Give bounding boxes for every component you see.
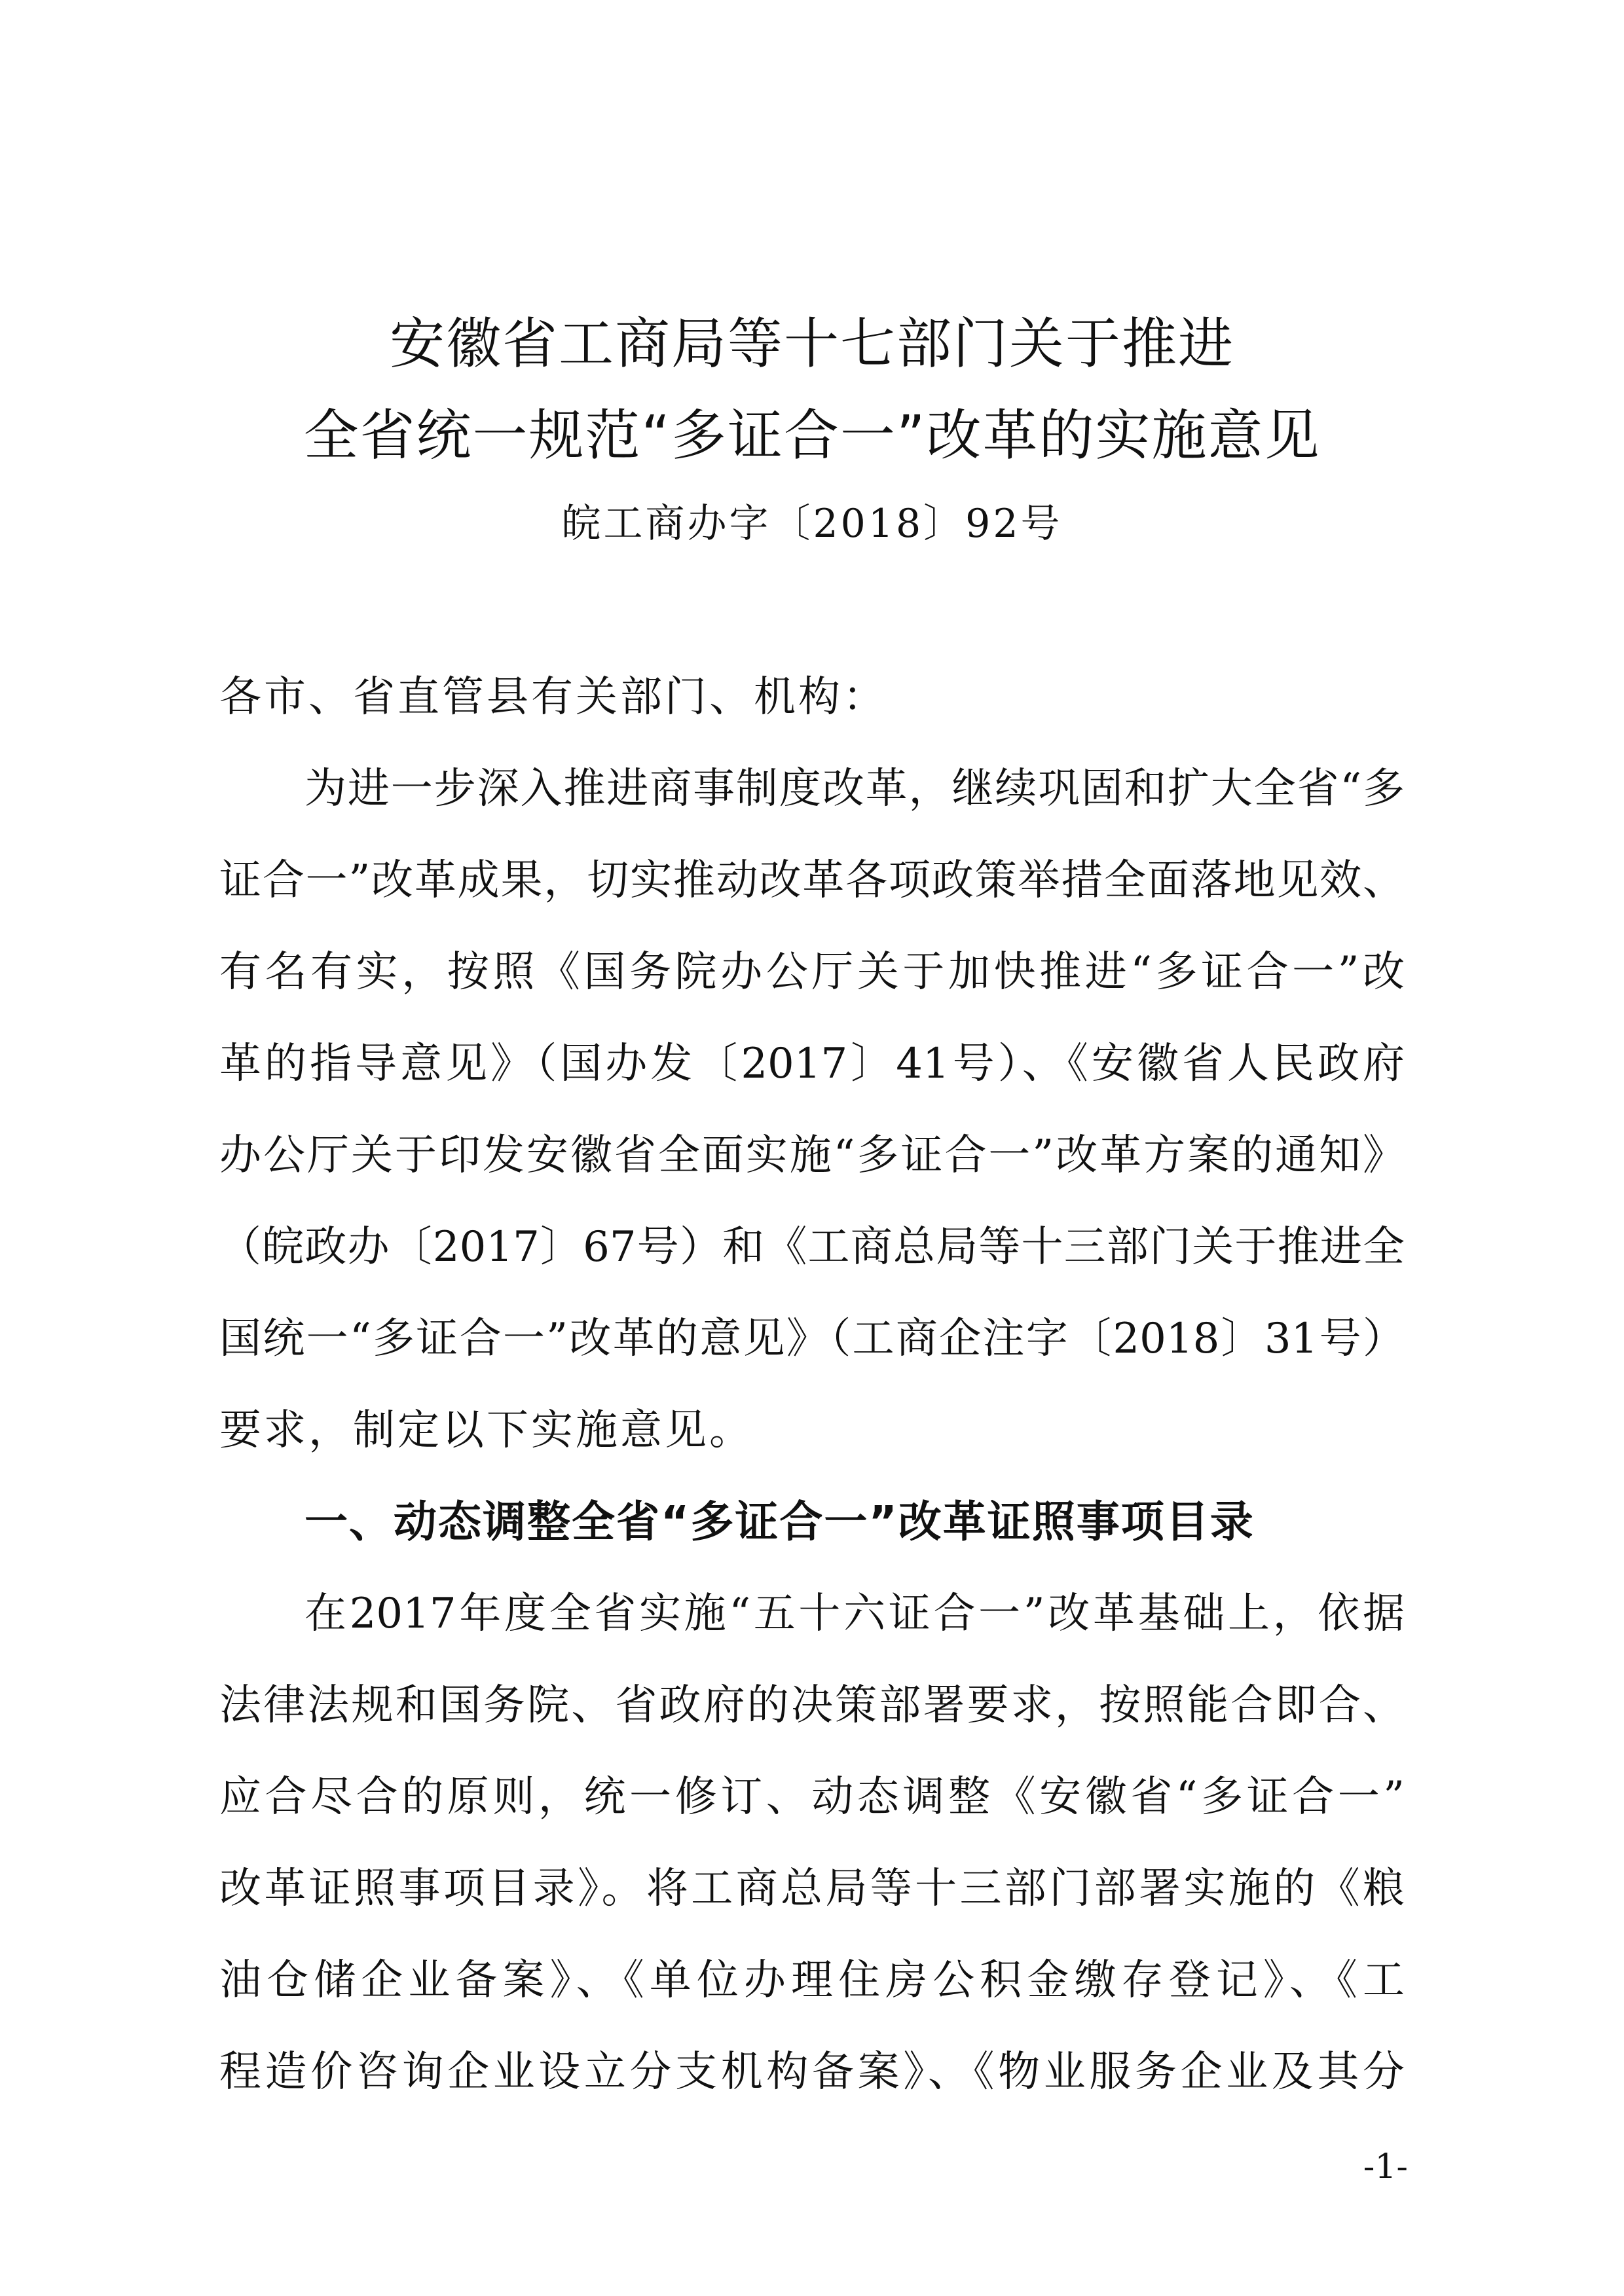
document-number: 皖工商办字〔2018〕92号 <box>561 501 1063 547</box>
paragraph-1-line-4: 革的指导意见》（国办发〔2017〕41号）、《安徽省人民政府 <box>219 1040 1405 1088</box>
paragraph-2-line-2: 法律法规和国务院、省政府的决策部署要求，按照能合即合、 <box>219 1681 1405 1730</box>
paragraph-1-line-3: 有名有实，按照《国务院办公厅关于加快推进“多证合一”改 <box>219 948 1405 996</box>
paragraph-2-line-5: 油仓储企业备案》、《单位办理住房公积金缴存登记》、《工 <box>219 1956 1405 2005</box>
paragraph-2-line-3: 应合尽合的原则，统一修订、动态调整《安徽省“多证合一” <box>219 1773 1405 1821</box>
addressee-line: 各市、省直管县有关部门、机构： <box>219 673 887 721</box>
page-number: -1- <box>1363 2147 1408 2187</box>
document-title-line-2: 全省统一规范“多证合一”改革的实施意见 <box>303 403 1321 467</box>
paragraph-1-line-8: 要求，制定以下实施意见。 <box>219 1406 754 1455</box>
paragraph-2-line-4: 改革证照事项目录》。将工商总局等十三部门部署实施的《粮 <box>219 1865 1405 1913</box>
paragraph-1-line-5: 办公厅关于印发安徽省全面实施“多证合一”改革方案的通知》 <box>219 1131 1405 1180</box>
paragraph-1-line-7: 国统一“多证合一”改革的意见》（工商企注字〔2018〕31号） <box>219 1315 1405 1363</box>
section-1-heading: 一、动态调整全省“多证合一”改革证照事项目录 <box>304 1497 1255 1547</box>
paragraph-1-line-6: （皖政办〔2017〕67号）和《工商总局等十三部门关于推进全 <box>219 1223 1405 1271</box>
paragraph-1-line-2: 证合一”改革成果，切实推动改革各项政策举措全面落地见效、 <box>219 856 1405 905</box>
paragraph-2-line-1: 在2017年度全省实施“五十六证合一”改革基础上，依据 <box>304 1590 1405 1638</box>
paragraph-1-line-1: 为进一步深入推进商事制度改革，继续巩固和扩大全省“多 <box>304 765 1405 813</box>
document-title-line-1: 安徽省工商局等十七部门关于推进 <box>389 312 1234 376</box>
paragraph-2-line-6: 程造价咨询企业设立分支机构备案》、《物业服务企业及其分 <box>219 2048 1405 2096</box>
